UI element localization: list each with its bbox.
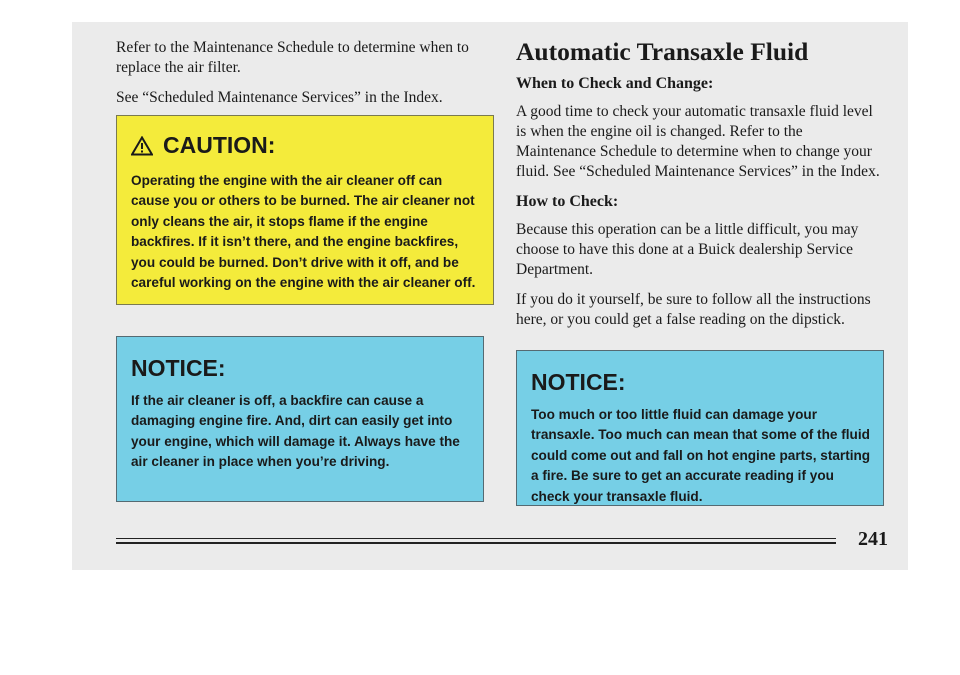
subheading-when-to-check: When to Check and Change: <box>516 75 714 92</box>
caution-heading-row <box>131 132 493 159</box>
warning-triangle-icon <box>131 136 153 156</box>
notice-text: Too much or too little fluid can damage your transaxle. Too much can mean that some of the fluid could come out and fall on hot engine parts, starting a fire. Be sure to get an accurate reading if you check your transaxle fluid. <box>531 407 871 504</box>
right-column <box>516 22 880 340</box>
left-column <box>116 22 486 118</box>
notice-heading: NOTICE: <box>131 355 226 381</box>
section-title: Automatic Transaxle Fluid <box>516 37 809 66</box>
subheading-how-to-check: How to Check: <box>516 193 619 210</box>
notice-heading: NOTICE: <box>531 369 626 395</box>
caution-heading: CAUTION: <box>163 132 276 158</box>
air-filter-paragraph: Refer to the Maintenance Schedule to determine when to replace the air filter. <box>116 39 469 76</box>
index-reference-paragraph: See “Scheduled Maintenance Services” in the Index. <box>116 89 443 106</box>
footer-rule-bottom <box>116 542 836 544</box>
difficulty-paragraph: Because this operation can be a little difficult, you may choose to have this done at a Buick dealership Service Department. <box>516 221 859 278</box>
caution-box <box>116 115 494 305</box>
notice-text: If the air cleaner is off, a backfire can cause a damaging engine fire. And, dirt can easily get into your engine, which will damage it. Always have the air cleaner in place when you’re driving. <box>131 393 460 470</box>
manual-page <box>72 22 908 570</box>
caution-text: Operating the engine with the air cleaner off can cause you or others to be burned. The air cleaner not only cleans the air, it stops flame if the engine backfires. If it isn’t there, and the engine backfires, you could be burned. Don’t drive with it off, and be careful working on the engine with the air cleaner off. <box>131 173 476 291</box>
notice-box-air-cleaner <box>116 336 484 502</box>
page-number: 241 <box>858 528 888 550</box>
notice-box-transaxle <box>516 350 884 506</box>
footer-rule-top <box>116 538 836 539</box>
check-timing-paragraph: A good time to check your automatic transaxle fluid level is when the engine oil is changed. Refer to the Maintenance Schedule to determine when to change your fluid. See “Scheduled Maintenance Services” in the Index. <box>516 103 880 180</box>
instructions-paragraph: If you do it yourself, be sure to follow all the instructions here, or you could get a false reading on the dipstick. <box>516 291 871 328</box>
